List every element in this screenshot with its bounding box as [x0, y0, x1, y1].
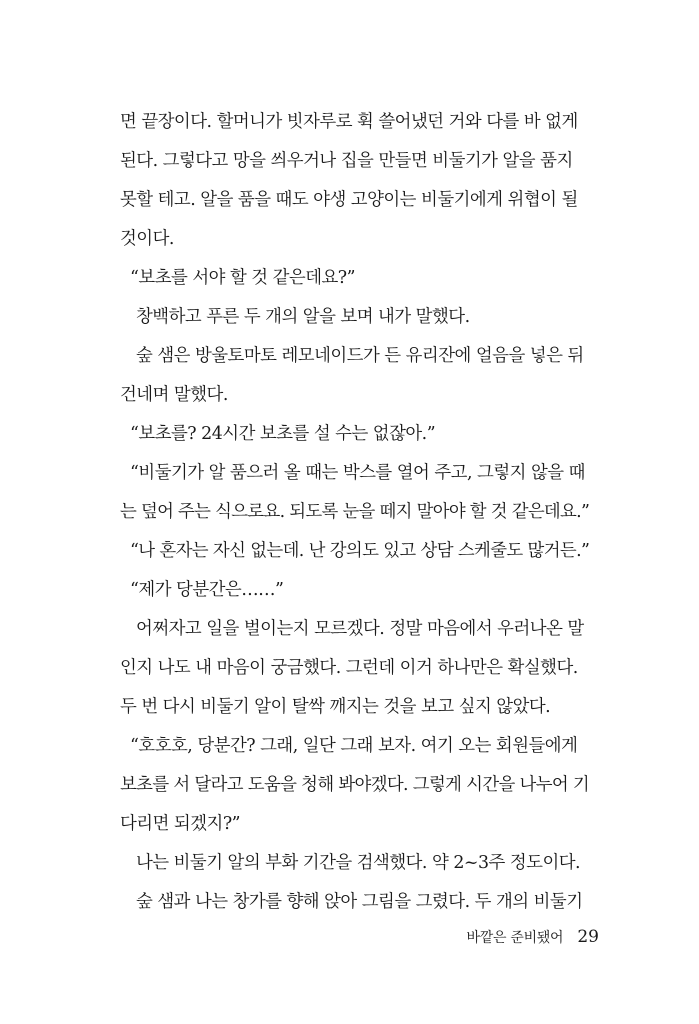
text-line: 숲 샘과 나는 창가를 향해 앉아 그림을 그렸다. 두 개의 비둘기: [136, 892, 583, 912]
text-line: 두 번 다시 비둘기 알이 탈싹 깨지는 것을 보고 싶지 않았다.: [120, 697, 551, 717]
text-line: “보초를 서야 할 것 같은데요?”: [130, 268, 356, 288]
text-line: 는 덮어 주는 식으로요. 되도록 눈을 떼지 말아야 할 것 같은데요.”: [120, 502, 590, 522]
text-line: 보초를 서 달라고 도움을 청해 봐야겠다. 그렇게 시간을 나누어 기: [120, 775, 590, 795]
text-line: 다리면 되겠지?”: [120, 814, 241, 834]
text-line: “나 혼자는 자신 없는데. 난 강의도 있고 상담 스케줄도 많거든.”: [130, 541, 590, 561]
text-line: 어쩌자고 일을 벌이는지 모르겠다. 정말 마음에서 우러나온 말: [136, 619, 584, 639]
text-line: 것이다.: [120, 229, 174, 249]
page-number: 29: [577, 927, 599, 947]
text-line: 인지 나도 내 마음이 궁금했다. 그런데 이거 하나만은 확실했다.: [120, 658, 578, 678]
text-line: “제가 당분간은……”: [130, 580, 284, 600]
running-title: 바깥은 준비됐어: [466, 930, 564, 946]
text-line: “비둘기가 알 품으러 올 때는 박스를 열어 주고, 그렇지 않을 때: [130, 463, 585, 483]
text-line: 못할 테고. 알을 품을 때도 야생 고양이는 비둘기에게 위협이 될: [120, 190, 578, 210]
text-line: 면 끝장이다. 할머니가 빗자루로 휙 쓸어냈던 거와 다를 바 없게: [120, 112, 578, 132]
text-line: 건네며 말했다.: [120, 385, 228, 405]
text-line: “보초를? 24시간 보초를 설 수는 없잖아.”: [130, 424, 436, 444]
text-line: 숲 샘은 방울토마토 레모네이드가 든 유리잔에 얼음을 넣은 뒤: [136, 346, 584, 366]
page-footer: [467, 922, 599, 952]
text-line: 된다. 그렇다고 망을 씌우거나 집을 만들면 비둘기가 알을 품지: [120, 151, 573, 171]
text-line: 나는 비둘기 알의 부화 기간을 검색했다. 약 2~3주 정도이다.: [136, 853, 581, 873]
text-line: 창백하고 푸른 두 개의 알을 보며 내가 말했다.: [136, 307, 470, 327]
text-line: “호호호, 당분간? 그래, 일단 그래 보자. 여기 오는 회원들에게: [130, 736, 578, 756]
